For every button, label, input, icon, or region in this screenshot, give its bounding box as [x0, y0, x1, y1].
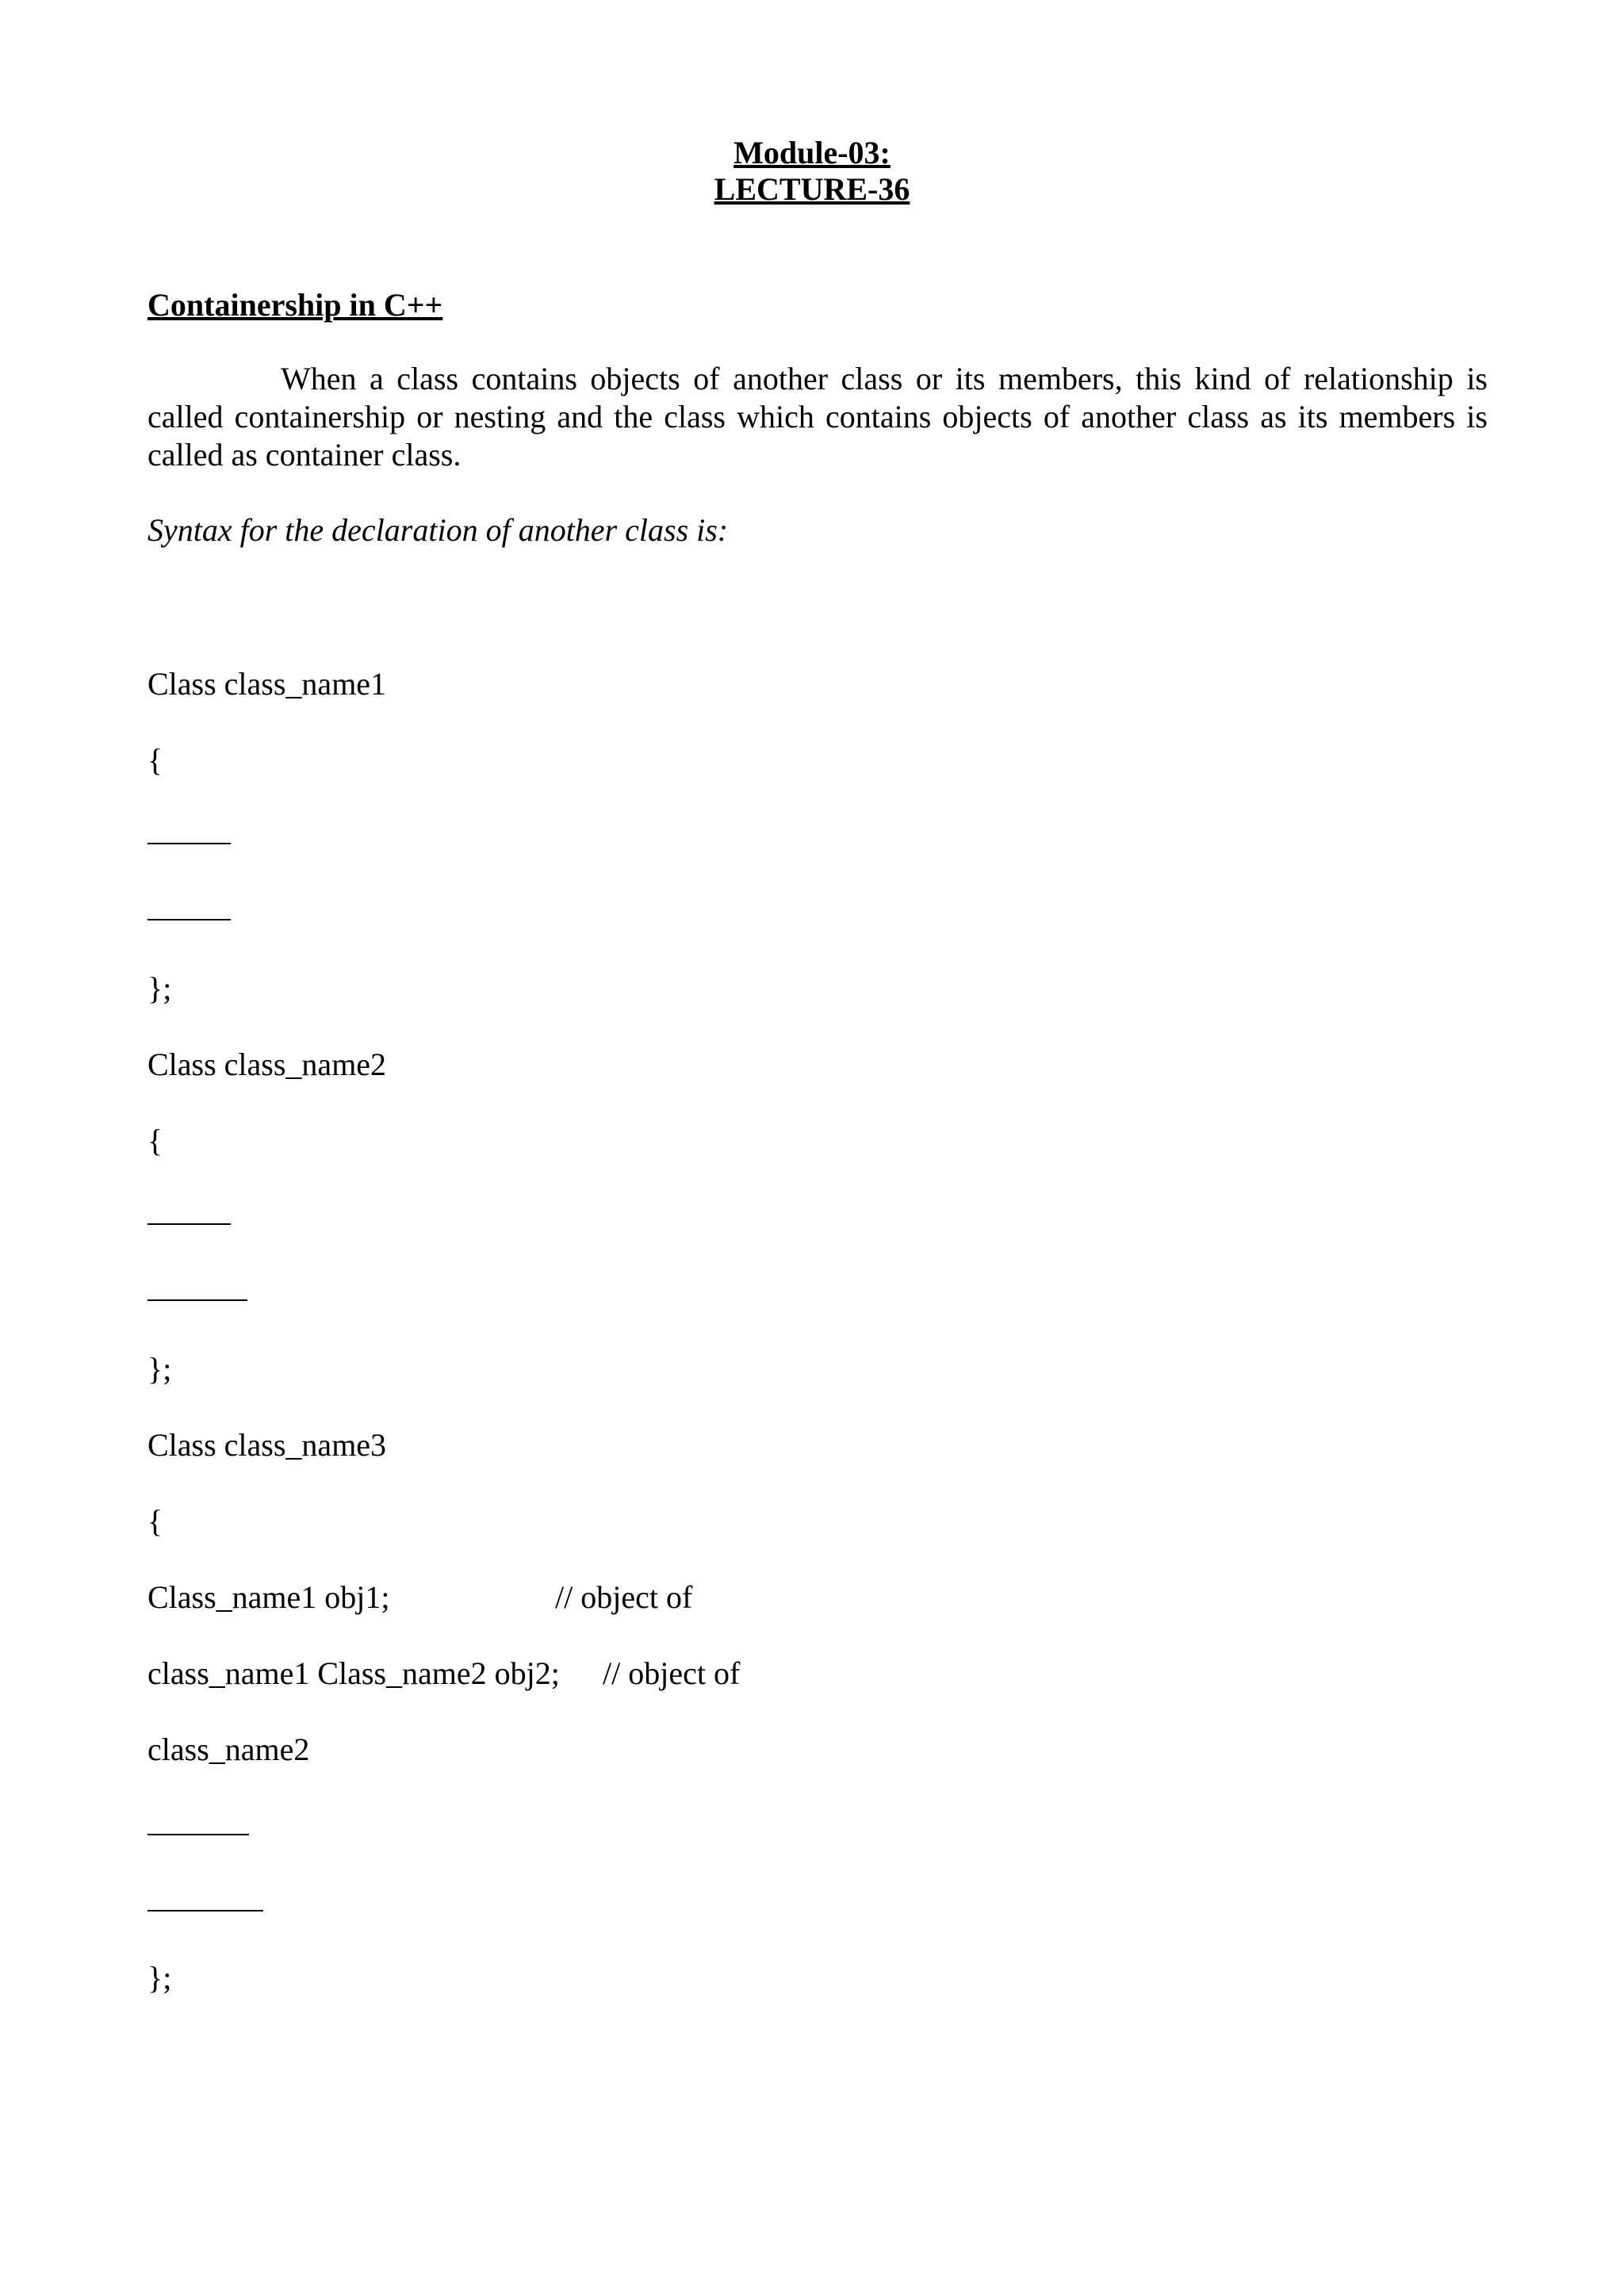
- class3-blank-line-2: [147, 1910, 263, 1911]
- class3-open-brace: {: [147, 1503, 163, 1539]
- intro-paragraph: When a class contains objects of another class or its members, this kind of relationship is called containership or nesting and the class which contains objects of another class as its members is called as container class.: [147, 361, 1488, 473]
- class2-blank-line-2: [147, 1299, 247, 1301]
- class3-member-obj2: class_name1 Class_name2 obj2;: [147, 1655, 560, 1691]
- class3-blank-line-1: [147, 1834, 249, 1835]
- lecture-title: LECTURE-36: [714, 171, 910, 207]
- class2-close-brace: };: [147, 1351, 172, 1387]
- class3-declaration: Class class_name3: [147, 1427, 387, 1463]
- class1-blank-line-2: [147, 919, 231, 920]
- class3-member-obj1: Class_name1 obj1;: [147, 1579, 390, 1615]
- class3-member-obj1-comment: // object of: [555, 1579, 693, 1615]
- class2-declaration: Class class_name2: [147, 1047, 387, 1082]
- class2-open-brace: {: [147, 1123, 163, 1158]
- class2-blank-line-1: [147, 1223, 231, 1225]
- class1-blank-line-1: [147, 843, 231, 844]
- class3-member-obj2-comment: // object of: [603, 1655, 741, 1691]
- class1-open-brace: {: [147, 742, 163, 778]
- class1-close-brace: };: [147, 970, 172, 1006]
- class3-member-continuation: class_name2: [147, 1732, 310, 1767]
- syntax-intro: Syntax for the declaration of another class is:: [147, 512, 729, 548]
- section-heading: Containership in C++: [147, 287, 443, 323]
- class1-declaration: Class class_name1: [147, 666, 387, 702]
- module-title: Module-03:: [733, 135, 891, 170]
- class3-close-brace: };: [147, 1960, 172, 1996]
